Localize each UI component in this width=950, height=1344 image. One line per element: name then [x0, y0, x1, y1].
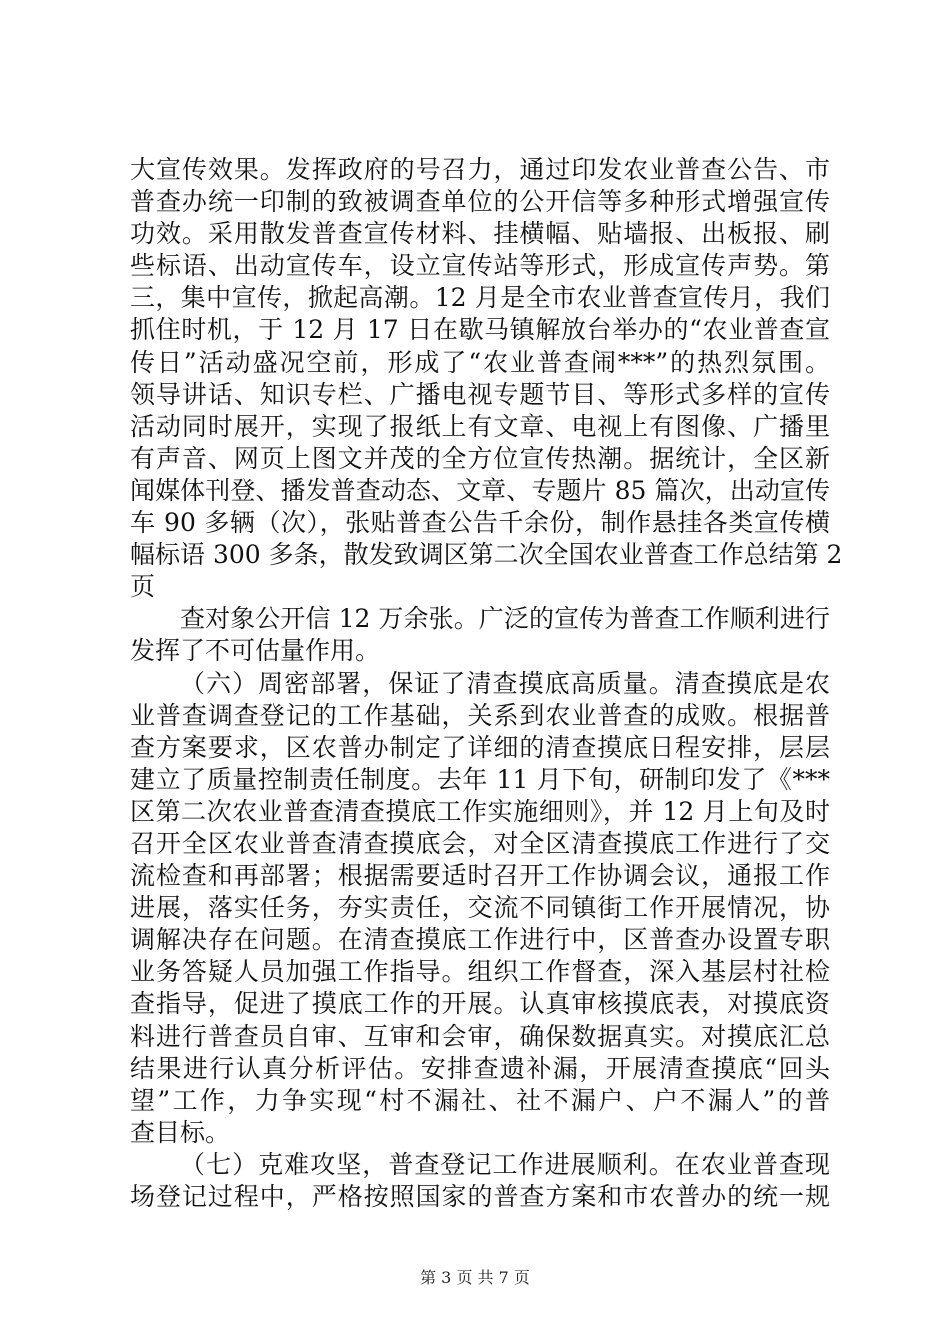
text-line: 页 — [130, 572, 156, 602]
text-line: 领导讲话、知识专栏、广播电视专题节目、等形式多样的宣传 — [130, 379, 830, 409]
text-line: 些标语、出动宣传车，设立宣传站等形式，形成宣传声势。第 — [130, 251, 830, 281]
text-line: （六）周密部署，保证了清查摸底高质量。清查摸底是农 — [180, 668, 830, 698]
text-line: 区第二次农业普查清查摸底工作实施细则》，并 12 月上旬及时 — [130, 796, 830, 826]
text-line: 查目标。 — [130, 1117, 231, 1147]
text-line: 结果进行认真分析评估。安排查遗补漏，开展清查摸底“回头 — [130, 1053, 830, 1083]
text-line: 有声音、网页上图文并茂的全方位宣传热潮。据统计，全区新 — [130, 443, 830, 473]
text-line: （七）克难攻坚，普查登记工作进展顺利。在农业普查现 — [180, 1149, 830, 1179]
text-line: 传日”活动盛况空前，形成了“农业普查闹***”的热烈氛围。 — [130, 347, 830, 377]
document-body — [130, 154, 843, 1213]
text-line: 流检查和再部署；根据需要适时召开工作协调会议，通报工作 — [130, 861, 830, 891]
text-line: 望”工作，力争实现“村不漏社、社不漏户、户不漏人”的普 — [130, 1085, 830, 1115]
text-line: 查指导，促进了摸底工作的开展。认真审核摸底表，对摸底资 — [130, 989, 830, 1019]
text-line: 进展，落实任务，夯实责任，交流不同镇街工作开展情况，协 — [130, 893, 830, 923]
text-line: 调解决存在问题。在清查摸底工作进行中，区普查办设置专职 — [130, 925, 830, 955]
text-line: 抓住时机，于 12 月 17 日在歇马镇解放台举办的“农业普查宣 — [130, 315, 830, 345]
text-line: 活动同时展开，实现了报纸上有文章、电视上有图像、广播里 — [130, 411, 830, 441]
text-line: 三，集中宣传，掀起高潮。12 月是全市农业普查宣传月，我们 — [130, 283, 830, 313]
text-line: 场登记过程中，严格按照国家的普查方案和市农普办的统一规 — [130, 1182, 830, 1211]
text-line: 发挥了不可估量作用。 — [130, 636, 381, 666]
text-line: 幅标语 300 多条，散发致调区第二次全国农业普查工作总结第 2 — [130, 540, 843, 570]
text-line: 普查办统一印制的致被调查单位的公开信等多种形式增强宣传 — [130, 187, 830, 217]
text-line: 建立了质量控制责任制度。去年 11 月下旬，研制印发了《*** — [130, 764, 830, 794]
text-line: 料进行普查员自审、互审和会审，确保数据真实。对摸底汇总 — [130, 1021, 830, 1051]
text-line: 查对象公开信 12 万余张。广泛的宣传为普查工作顺利进行 — [180, 604, 830, 634]
page-footer: 第 3 页 共 7 页 — [420, 1268, 530, 1287]
text-line: 业普查调查登记的工作基础，关系到农业普查的成败。根据普 — [130, 700, 830, 730]
text-line: 查方案要求，区农普办制定了详细的清查摸底日程安排，层层 — [130, 732, 830, 762]
text-line: 功效。采用散发普查宣传材料、挂横幅、贴墙报、出板报、刷 — [130, 219, 830, 249]
text-line: 召开全区农业普查清查摸底会，对全区清查摸底工作进行了交 — [130, 828, 830, 858]
text-line: 闻媒体刊登、播发普查动态、文章、专题片 85 篇次，出动宣传 — [130, 475, 830, 505]
text-line: 车 90 多辆（次），张贴普查公告千余份，制作悬挂各类宣传横 — [130, 508, 830, 538]
text-line: 大宣传效果。发挥政府的号召力，通过印发农业普查公告、市 — [130, 155, 830, 184]
text-line: 业务答疑人员加强工作指导。组织工作督查，深入基层村社检 — [130, 957, 830, 987]
